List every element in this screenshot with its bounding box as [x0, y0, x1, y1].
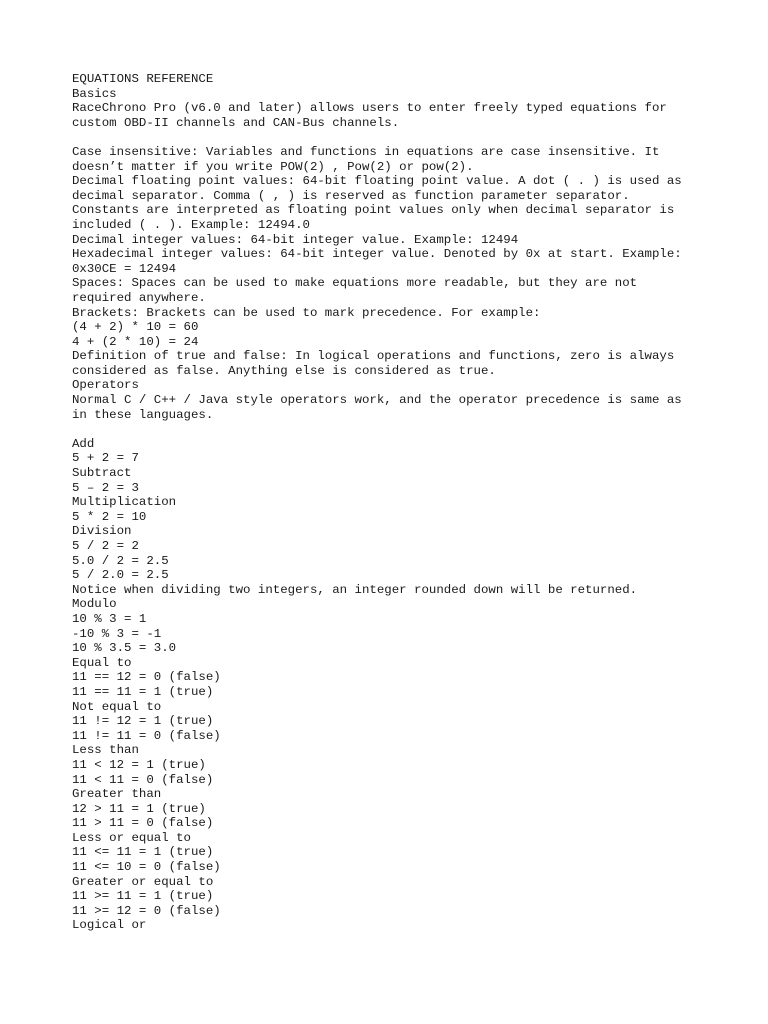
text-line: 0x30CE = 12494 — [72, 261, 177, 276]
text-line: 5 – 2 = 3 — [72, 480, 139, 495]
text-line: 11 >= 11 = 1 (true) — [72, 889, 214, 904]
text-line: 10 % 3.5 = 3.0 — [72, 641, 177, 656]
document-title: EQUATIONS REFERENCE — [72, 72, 214, 86]
text-line: 11 <= 11 = 1 (true) — [72, 845, 214, 860]
text-line: Greater than — [72, 787, 162, 802]
text-line: RaceChrono Pro (v6.0 and later) allows users to enter freely typed equations for — [72, 101, 667, 116]
text-line: in these languages. — [72, 407, 214, 422]
text-line: 11 >= 12 = 0 (false) — [72, 903, 221, 918]
text-line: Case insensitive: Variables and functions in equations are case insensitive. It — [72, 144, 660, 159]
text-line: 11 < 11 = 0 (false) — [72, 772, 214, 787]
text-line: 5.0 / 2 = 2.5 — [72, 553, 169, 568]
text-line: Operators — [72, 378, 139, 393]
text-line: Spaces: Spaces can be used to make equations more readable, but they are not — [72, 276, 638, 291]
text-line: Hexadecimal integer values: 64-bit integer value. Denoted by 0x at start. Example: — [72, 247, 682, 262]
text-line: decimal separator. Comma ( , ) is reserved as function parameter separator. — [72, 188, 630, 203]
text-line: 5 / 2 = 2 — [72, 539, 139, 553]
text-line: Decimal integer values: 64-bit integer value. Example: 12494 — [72, 232, 519, 247]
text-line: 11 <= 10 = 0 (false) — [72, 860, 221, 875]
text-line: (4 + 2) * 10 = 60 — [72, 320, 199, 335]
text-line: 5 * 2 = 10 — [72, 509, 147, 524]
text-line: Subtract — [72, 466, 132, 481]
text-line: Add — [72, 436, 95, 451]
text-line: Greater or equal to — [72, 874, 214, 889]
text-line — [72, 422, 712, 437]
text-line: 5 + 2 = 7 — [72, 451, 139, 466]
text-line: 11 > 11 = 0 (false) — [72, 816, 214, 831]
text-line: 11 < 12 = 1 (true) — [72, 757, 206, 772]
text-line: Not equal to — [72, 699, 162, 714]
text-line: Less or equal to — [72, 830, 191, 845]
text-line — [72, 130, 712, 145]
text-line: Division — [72, 524, 132, 539]
text-line: Normal C / C++ / Java style operators work, and the operator precedence is same as — [72, 393, 682, 408]
document-body — [72, 72, 712, 933]
text-line: 11 != 12 = 1 (true) — [72, 714, 214, 729]
text-line: 10 % 3 = 1 — [72, 611, 147, 626]
text-line: considered as false. Anything else is considered as true. — [72, 363, 496, 378]
text-line: Definition of true and false: In logical operations and functions, zero is always — [72, 349, 675, 364]
text-line: Logical or — [72, 918, 147, 933]
text-line: custom OBD-II channels and CAN-Bus channels. — [72, 115, 400, 130]
text-line: 11 == 12 = 0 (false) — [72, 670, 221, 685]
text-line: Basics — [72, 86, 117, 101]
text-line: Constants are interpreted as floating point values only when decimal separator is — [72, 203, 675, 218]
text-line: doesn’t matter if you write POW(2) , Pow(2) or pow(2). — [72, 159, 474, 174]
text-line: Multiplication — [72, 495, 177, 510]
text-line: required anywhere. — [72, 290, 206, 305]
text-line: included ( . ). Example: 12494.0 — [72, 217, 310, 232]
text-line: Brackets: Brackets can be used to mark precedence. For example: — [72, 305, 541, 320]
text-line: 5 / 2.0 = 2.5 — [72, 568, 169, 583]
text-line: 11 != 11 = 0 (false) — [72, 728, 221, 743]
text-line: Decimal floating point values: 64-bit floating point value. A dot ( . ) is used as — [72, 174, 682, 189]
text-line: Modulo — [72, 597, 117, 612]
text-line: Notice when dividing two integers, an integer rounded down will be returned. — [72, 582, 638, 597]
text-line: Equal to — [72, 655, 132, 670]
text-line: -10 % 3 = -1 — [72, 626, 162, 641]
text-line: 12 > 11 = 1 (true) — [72, 801, 206, 816]
text-line: 4 + (2 * 10) = 24 — [72, 334, 199, 349]
text-line: Less than — [72, 743, 139, 758]
text-line: 11 == 11 = 1 (true) — [72, 684, 214, 699]
